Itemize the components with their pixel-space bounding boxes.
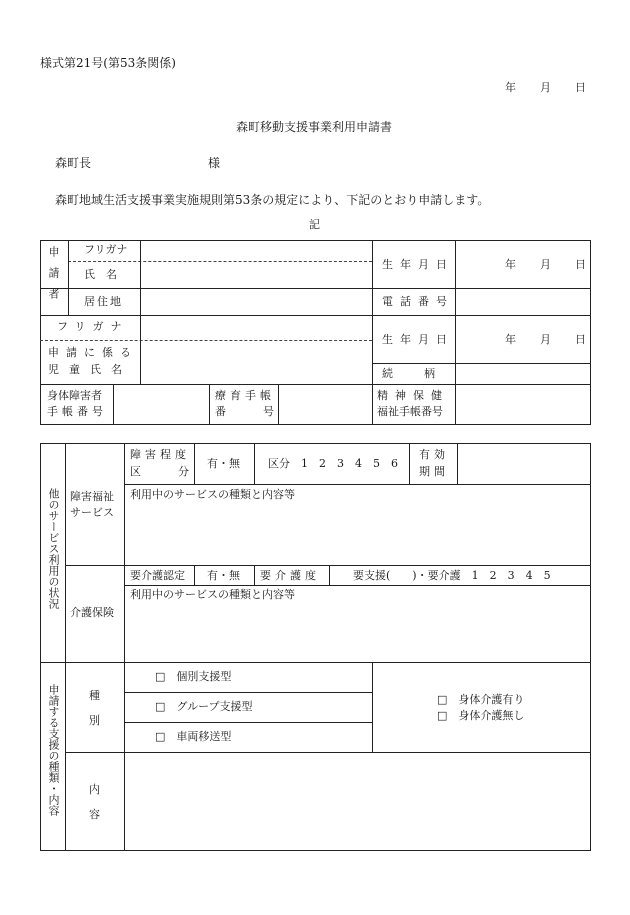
naiyo-label-1: 内	[89, 783, 100, 796]
child-relation-label: 続 柄	[382, 367, 438, 380]
shintai-label-1: 身体障害者	[47, 389, 102, 402]
body-care-no[interactable]: □ 身体介護無し	[437, 709, 525, 722]
page-title: 森町移動支援事業利用申請書	[236, 120, 393, 134]
option-vehicle[interactable]: □ 車両移送型	[155, 730, 232, 743]
seishin-label-1: 精神保健	[377, 389, 449, 402]
child-name-label-2: 児童氏名	[48, 363, 132, 376]
shogai-degree-label-2: 区 分	[130, 465, 194, 478]
other-services-side-label: 他のサービス利用の状況	[47, 488, 60, 609]
addressee-sama: 様	[208, 156, 221, 170]
child-name-label-1: 申請に係る	[48, 346, 138, 359]
kaigo-nintei-label: 要介護認定	[130, 569, 185, 582]
ki-label: 記	[309, 218, 320, 231]
shubetsu-label-2: 別	[89, 714, 100, 727]
kaigo-degree-label: 要介護度	[260, 569, 320, 582]
shubetsu-label-1: 種	[89, 689, 100, 702]
date-month: 月	[540, 81, 551, 94]
applicant-side-label: 申請者	[47, 246, 60, 309]
ryoiku-label-2: 番 号	[215, 405, 279, 418]
body-care-yes[interactable]: □ 身体介護有り	[437, 693, 525, 706]
naiyo-label-2: 容	[89, 808, 100, 821]
child-birth-label: 生年月日	[382, 333, 454, 346]
child-birth-month: 月	[540, 333, 551, 346]
option-group[interactable]: □ グループ支援型	[155, 700, 253, 713]
kaigo-label: 介護保険	[70, 606, 114, 619]
applicant-birth-day: 日	[575, 258, 586, 271]
shintai-label-2: 手帳番号	[47, 405, 107, 418]
welfare-service-note: 利用中のサービスの種類と内容等	[130, 488, 295, 501]
shogai-degree-label-1: 障害程度	[130, 448, 190, 461]
kaigo-umu: 有・無	[207, 569, 240, 582]
applicant-address-label: 居住地	[84, 295, 123, 308]
addressee-mayor: 森町長	[55, 156, 92, 170]
seishin-label-2: 福祉手帳番号	[377, 405, 443, 418]
applicant-phone-label: 電話番号	[382, 295, 454, 308]
welfare-label-2: サービス	[70, 506, 114, 519]
kubun-levels: 区分 1 2 3 4 5 6	[268, 457, 398, 470]
kaigo-levels: 要支援( )・要介護 1 2 3 4 5	[353, 569, 551, 582]
kaigo-service-note: 利用中のサービスの種類と内容等	[130, 588, 295, 601]
applicant-birth-month: 月	[540, 258, 551, 271]
option-kobetsu[interactable]: □ 個別支援型	[155, 670, 232, 683]
date-day: 日	[575, 81, 586, 94]
child-birth-year: 年	[505, 333, 516, 346]
ryoiku-label-1: 療育手帳	[215, 389, 275, 402]
body-text: 森町地域生活支援事業実施規則第53条の規定により、下記のとおり申請します。	[55, 193, 490, 207]
request-side-label: 申請する支援の種類・内容	[47, 684, 60, 816]
applicant-furigana-label: フリガナ	[84, 243, 128, 256]
child-birth-day: 日	[575, 333, 586, 346]
applicant-name-label: 氏 名	[84, 268, 117, 281]
services-table	[40, 443, 591, 851]
form-number: 様式第21号(第53条関係)	[40, 56, 176, 70]
applicant-birth-label: 生年月日	[382, 258, 454, 271]
yuko-label-1: 有効	[419, 448, 449, 461]
applicant-birth-year: 年	[505, 258, 516, 271]
welfare-label-1: 障害福祉	[70, 490, 114, 503]
welfare-umu: 有・無	[207, 457, 240, 470]
yuko-label-2: 期間	[419, 465, 449, 478]
child-furigana-label: フリガナ	[57, 320, 129, 333]
date-year: 年	[505, 81, 516, 94]
